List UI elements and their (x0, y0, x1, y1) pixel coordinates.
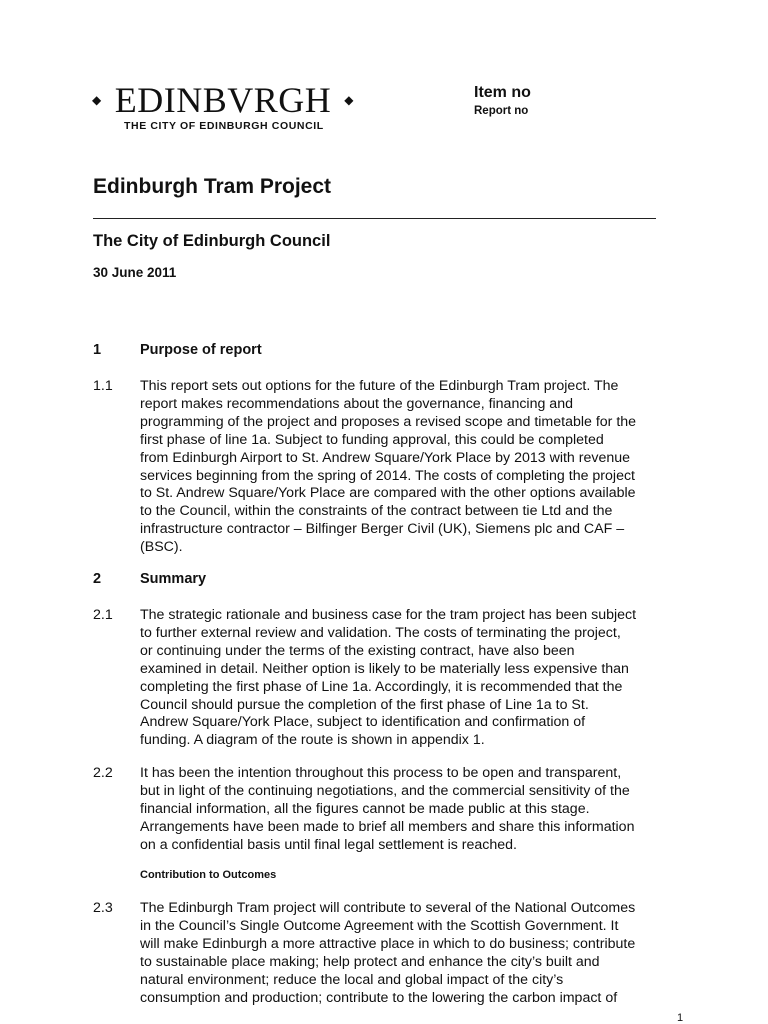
paragraph-number: 2.1 (93, 607, 113, 623)
text-line: funding. A diagram of the route is shown in appendix 1. (140, 732, 485, 749)
paragraph-2-1 (93, 607, 683, 750)
text-line: to sustainable place making; help protect and enhance the city’s built and (140, 953, 600, 970)
council-logo (92, 82, 354, 132)
item-no-label: Item no (474, 84, 531, 101)
text-line: first phase of line 1a. Subject to funding approval, this could be completed (140, 431, 604, 448)
paragraph-2-3 (93, 900, 683, 1007)
text-line: to further external review and validation. The costs of terminating the project, (140, 624, 621, 641)
text-line: natural environment; reduce the local and global impact of the city’s (140, 971, 564, 988)
diamond-left-icon: ◆ (92, 93, 102, 107)
section-title: Summary (140, 571, 207, 587)
text-line: financial information, all the figures cannot be made public at this stage. (140, 800, 590, 817)
council-name: The City of Edinburgh Council (93, 232, 331, 250)
report-date: 30 June 2011 (93, 265, 177, 280)
text-line: to St. Andrew Square/York Place are compared with the other options available (140, 485, 636, 502)
paragraph-text (140, 900, 665, 1007)
text-line: completing the first phase of Line 1a. Accordingly, it is recommended that the (140, 678, 623, 695)
text-line: This report sets out options for the future of the Edinburgh Tram project. The (140, 378, 619, 394)
section-title: Purpose of report (140, 342, 262, 358)
paragraph-number: 2.2 (93, 765, 113, 781)
logo-subtitle: THE CITY OF EDINBURGH COUNCIL (124, 120, 324, 132)
text-line: programming of the project and proposes a revised scope and timetable for the (140, 413, 637, 430)
text-line: (BSC). (140, 539, 183, 556)
document-title: Edinburgh Tram Project (93, 175, 332, 198)
text-line: or continuing under the terms of the existing contract, have also been (140, 642, 575, 659)
paragraph-1-1 (93, 378, 683, 557)
text-line: It has been the intention throughout this process to be open and transparent, (140, 765, 622, 781)
text-line: consumption and production; contribute to the lowering the carbon impact of (140, 989, 618, 1006)
text-line: on a confidential basis until final legal settlement is reached. (140, 836, 517, 853)
report-no-label: Report no (474, 105, 529, 117)
text-line: Andrew Square/York Place, subject to identification and confirmation of (140, 714, 586, 731)
text-line: services beginning from the spring of 2014. The costs of completing the project (140, 467, 635, 484)
text-line: to the Council, within the constraints of the contract between tie Ltd and the (140, 503, 613, 520)
paragraph-text (140, 607, 665, 750)
text-line: will make Edinburgh a more attractive place in which to do business; contribute (140, 935, 636, 952)
logo-wordmark-row (92, 82, 354, 118)
text-line: in the Council’s Single Outcome Agreement with the Scottish Government. It (140, 917, 619, 934)
diamond-right-icon: ◆ (344, 93, 354, 107)
text-line: Arrangements have been made to brief all members and share this information (140, 818, 635, 835)
subheading-contribution-to-outcomes: Contribution to Outcomes (140, 869, 277, 881)
page-number: 1 (677, 1012, 684, 1024)
paragraph-number: 2.3 (93, 900, 113, 916)
paragraph-text (140, 378, 665, 557)
paragraph-2-2 (93, 765, 683, 855)
paragraph-text (140, 765, 665, 855)
section-number: 1 (93, 342, 102, 358)
text-line: report makes recommendations about the governance, financing and (140, 395, 573, 412)
text-line: Council should pursue the completion of the first phase of Line 1a to St. (140, 696, 589, 713)
text-line: infrastructure contractor – Bilfinger Berger Civil (UK), Siemens plc and CAF – (140, 521, 625, 538)
text-line: from Edinburgh Airport to St. Andrew Square/York Place by 2013 with revenue (140, 449, 631, 466)
section-number: 2 (93, 571, 102, 587)
text-line: but in light of the continuing negotiations, and the commercial sensitivity of the (140, 782, 630, 799)
title-divider (93, 218, 656, 219)
logo-wordmark: EDINBVRGH (114, 80, 332, 120)
paragraph-number: 1.1 (93, 378, 113, 394)
text-line: The Edinburgh Tram project will contribute to several of the National Outcomes (140, 900, 636, 916)
text-line: The strategic rationale and business case for the tram project has been subject (140, 607, 637, 623)
text-line: examined in detail. Neither option is likely to be materially less expensive than (140, 660, 629, 677)
